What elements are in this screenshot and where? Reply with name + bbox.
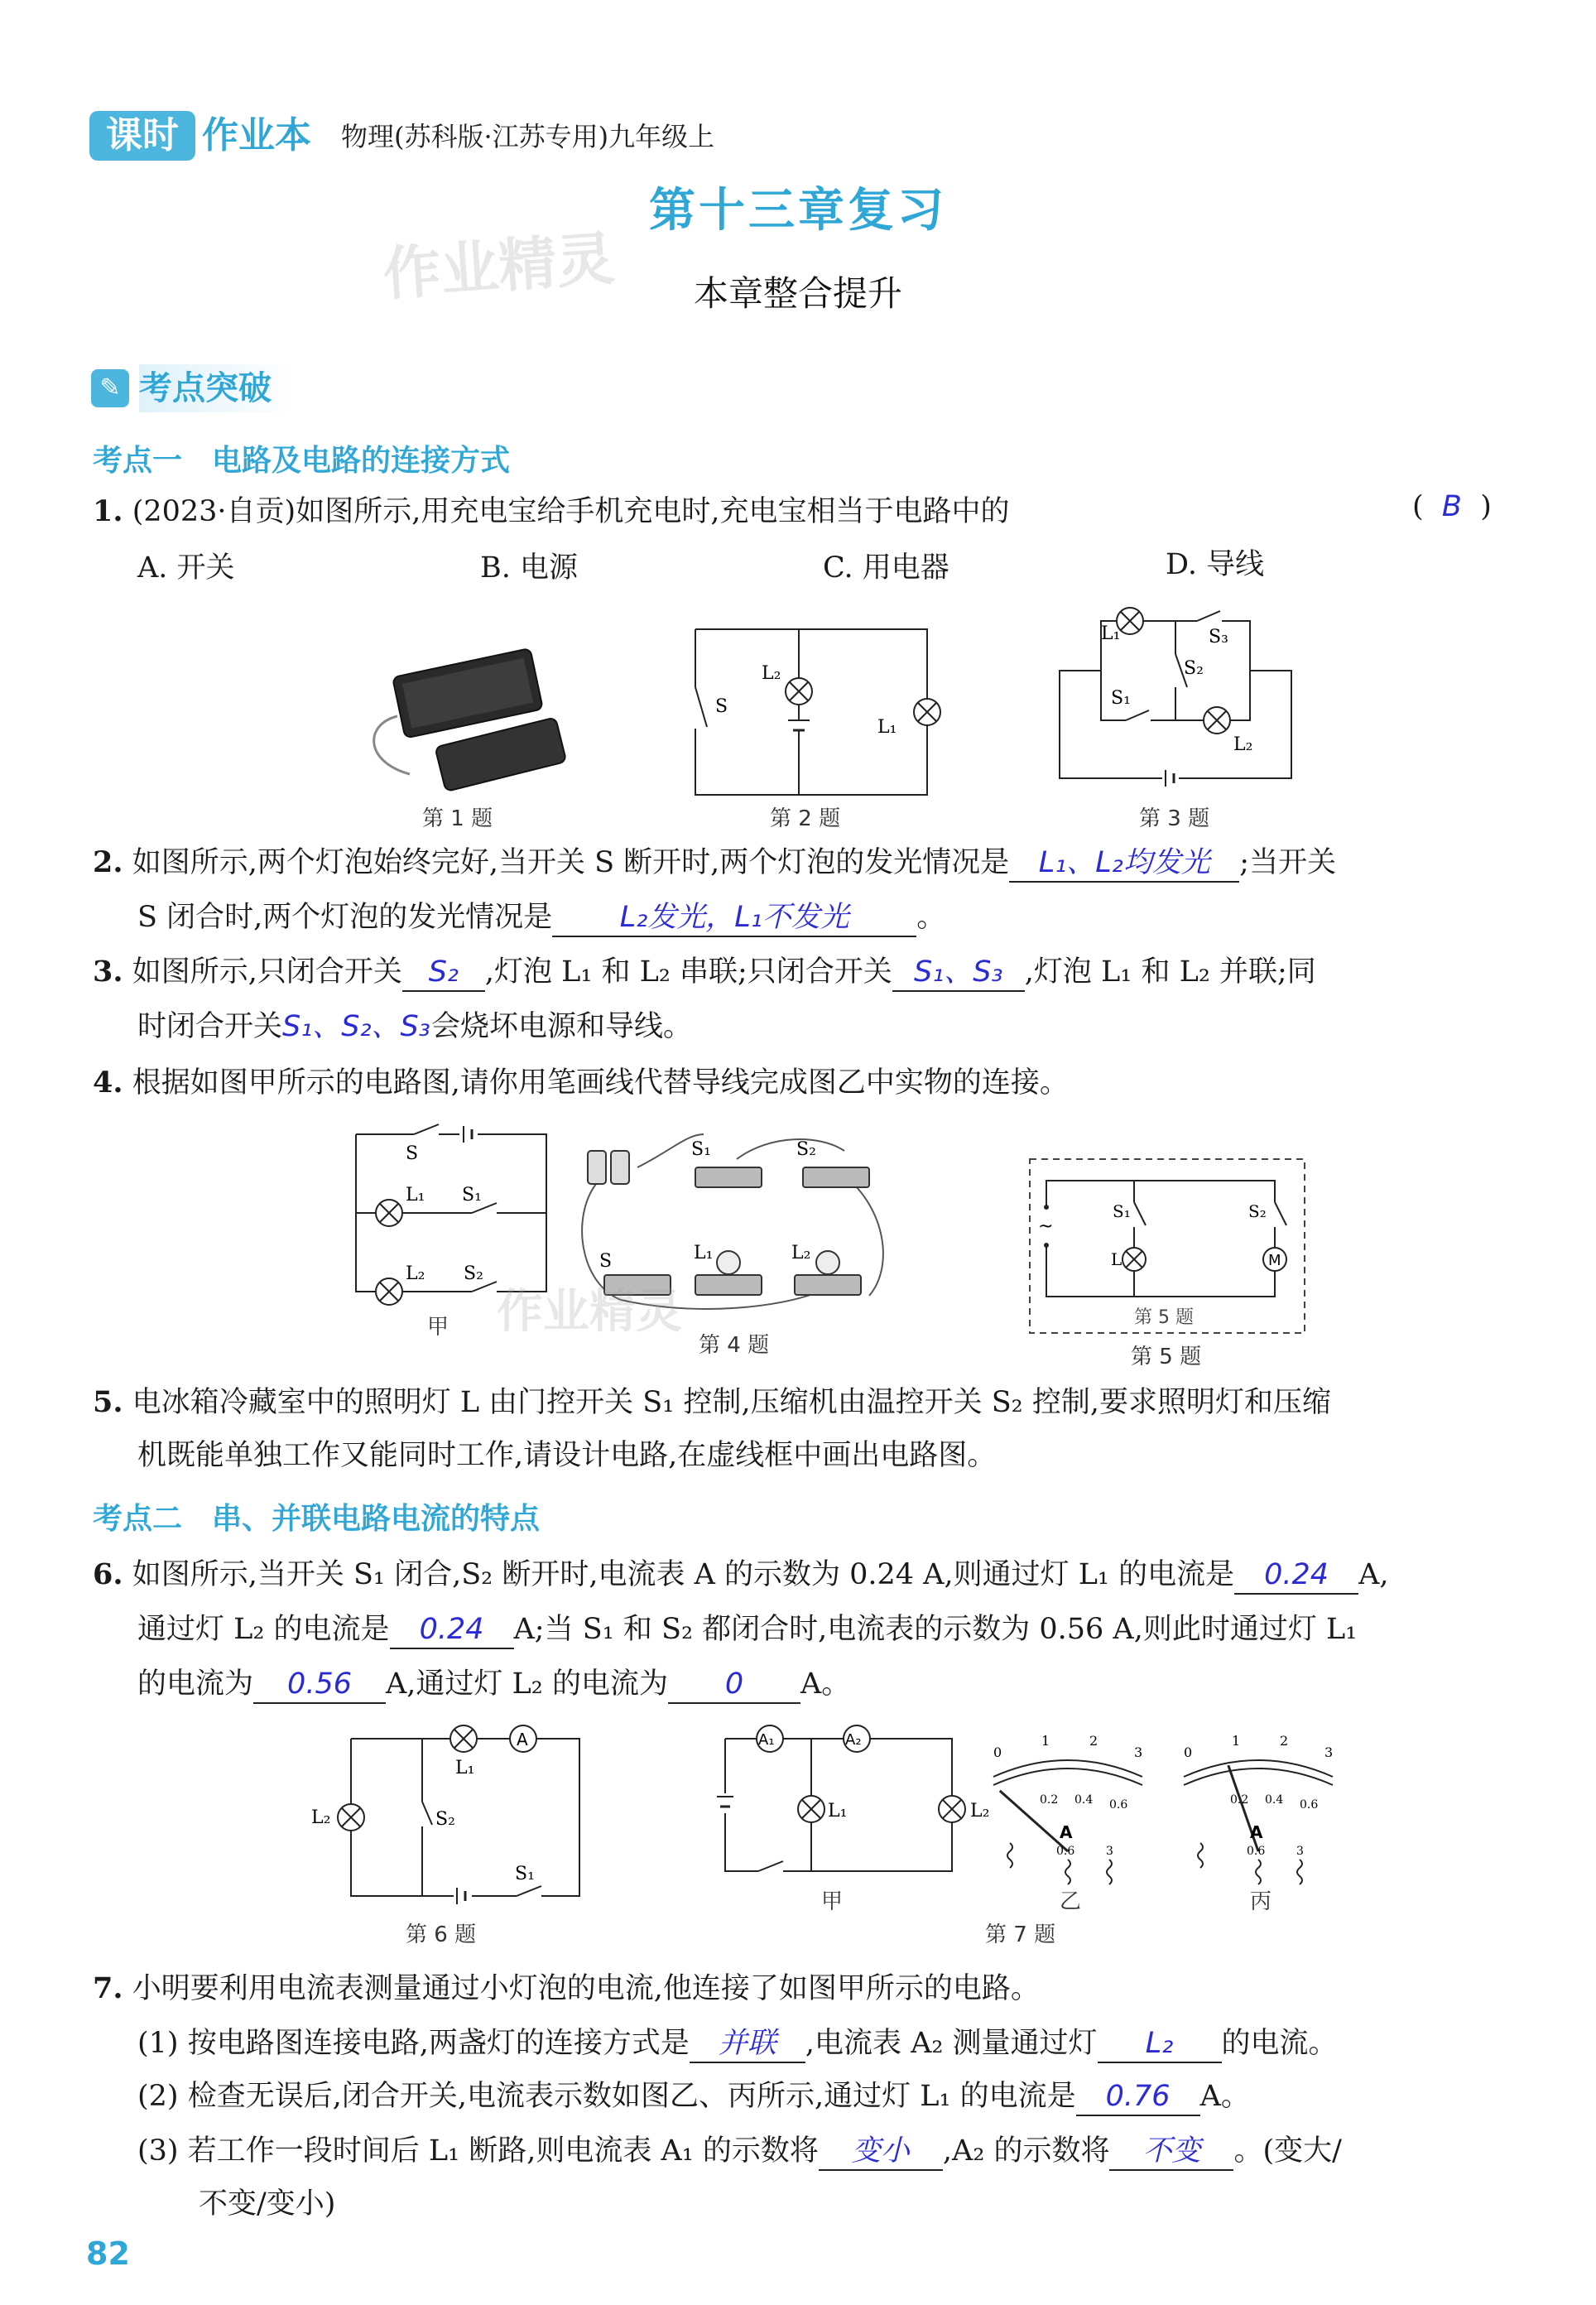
q7-part3-cont: 不变/变小): [199, 2187, 336, 2221]
label-s2: S₂: [1184, 658, 1204, 679]
q7-part1: (1) 按电路图连接电路,两盏灯的连接方式是 并联 ,电流表 A₂ 测量通过灯 L₂ 的电流。: [137, 2017, 1338, 2070]
terminal-3: 3: [1296, 1845, 1304, 1858]
label-tilde: ~: [1038, 1216, 1054, 1237]
label-l2: L₂: [1233, 734, 1253, 755]
tick-2: 2: [1089, 1733, 1098, 1749]
book-name: 作业本: [202, 114, 311, 156]
q3-answer-2: S₁、S₃: [892, 954, 1025, 992]
q7-answer-4: 变小: [819, 2133, 943, 2171]
circuit-figure-7-jia: [712, 1714, 990, 1896]
caption-5: 第 5 题: [1131, 1345, 1202, 1369]
q7-part3: (3) 若工作一段时间后 L₁ 断路,则电流表 A₁ 的示数将 变小 ,A₂ 的示数将 不变 。(变大/: [137, 2125, 1342, 2177]
tick-3: 3: [1134, 1744, 1143, 1760]
tick-1: 1: [1041, 1733, 1050, 1749]
sub-0-4: 0.4: [1265, 1793, 1284, 1807]
sub-0-6: 0.6: [1109, 1798, 1128, 1812]
q4: 4. 根据如图甲所示的电路图,请你用笔画线代替导线完成图乙中实物的连接。: [93, 1066, 1069, 1100]
circuit-figure-2: [679, 621, 944, 803]
label-s: S: [715, 696, 728, 717]
label-s2: S₂: [435, 1809, 455, 1830]
label-s: S: [406, 1143, 419, 1164]
q1-option-d: D. 导线: [1166, 548, 1265, 581]
label-l2: L₂: [791, 1243, 811, 1263]
label-l2: L₂: [406, 1263, 425, 1284]
circuit-figure-6: [306, 1722, 588, 1904]
label-s1: S₁: [691, 1139, 711, 1160]
caption-bing: 丙: [1250, 1889, 1272, 1914]
label-l: L: [1111, 1249, 1122, 1269]
caption-jia-7: 甲: [821, 1889, 844, 1914]
terminal-3: 3: [1106, 1845, 1113, 1858]
label-l1: L₁: [455, 1758, 475, 1778]
label-l1: L₁: [694, 1243, 714, 1263]
subtitle: 本章整合提升: [693, 273, 902, 314]
caption-2: 第 2 题: [770, 806, 841, 831]
caption-6: 第 6 题: [406, 1922, 477, 1947]
label-s1: S₁: [462, 1185, 482, 1205]
q3-line2: 时闭合开关S₁、S₂、S₃会烧坏电源和导线。: [137, 1010, 693, 1043]
label-s2: S₂: [796, 1139, 816, 1160]
logo-badge: 课时: [89, 111, 195, 161]
kd2-heading: 考点二 串、并联电路电流的特点: [93, 1502, 541, 1536]
tick-3: 3: [1324, 1744, 1334, 1760]
caption-yi: 乙: [1060, 1889, 1082, 1914]
label-l2: L₂: [311, 1807, 331, 1828]
q1: 1. (2023·自贡)如图所示,用充电宝给手机充电时,充电宝相当于电路中的: [93, 494, 1010, 528]
caption-jia: 甲: [427, 1315, 449, 1340]
q1-option-c: C. 用电器: [823, 551, 949, 585]
label-a2: A₂: [845, 1731, 862, 1749]
watermark-2: 作业精灵: [497, 1285, 682, 1339]
label-s1: S₁: [515, 1864, 535, 1884]
caption-1: 第 1 题: [422, 806, 493, 831]
terminal-06: 0.6: [1247, 1845, 1266, 1858]
q6-answer-2: 0.24: [390, 1611, 514, 1649]
label-l1: L₁: [877, 717, 897, 738]
tick-1: 1: [1232, 1733, 1241, 1749]
q5-line1: 5. 电冰箱冷藏室中的照明灯 L 由门控开关 S₁ 控制,压缩机由温控开关 S₂ 控制,要求照明灯和压缩: [93, 1385, 1331, 1419]
label-s: S: [599, 1251, 613, 1272]
label-s2: S₂: [1248, 1201, 1267, 1221]
q1-option-a: A. 开关: [137, 551, 235, 585]
q3-line1: 3. 如图所示,只闭合开关 S₂ ,灯泡 L₁ 和 L₂ 串联;只闭合开关 S₁、S₃ ,灯泡 L₁ 和 L₂ 并联;同: [93, 946, 1316, 999]
chapter-title: 第十三章复习: [649, 183, 947, 238]
label-s2: S₂: [464, 1263, 483, 1284]
q1-answer: ( B ): [1412, 490, 1492, 523]
label-l1: L₁: [1101, 623, 1121, 644]
caption-5-inner: 第 5 题: [1134, 1307, 1194, 1328]
q2-line1: 2. 如图所示,两个灯泡始终完好,当开关 S 断开时,两个灯泡的发光情况是 L₁、L₂均发光 ;当开关: [93, 836, 1336, 889]
label-a: A: [517, 1730, 528, 1749]
caption-3: 第 3 题: [1139, 806, 1210, 831]
circuit-figure-5: [1026, 1156, 1308, 1336]
q7-answer-1: 并联: [690, 2025, 805, 2063]
tick-2: 2: [1280, 1733, 1289, 1749]
sub-0-6: 0.6: [1300, 1798, 1319, 1812]
label-l1: L₁: [828, 1801, 848, 1821]
label-a: A: [1060, 1822, 1073, 1842]
q7-answer-2: L₂: [1098, 2025, 1222, 2063]
page-number: 82: [86, 2235, 130, 2272]
watermark: 作业精灵: [380, 224, 617, 309]
q6-answer-4: 0: [668, 1666, 800, 1704]
q6-answer-1: 0.24: [1234, 1557, 1358, 1595]
q6-line1: 6. 如图所示,当开关 S₁ 闭合,S₂ 断开时,电流表 A 的示数为 0.24 A,则通过灯 L₁ 的电流是 0.24 A,: [93, 1548, 1389, 1601]
sub-0-4: 0.4: [1074, 1793, 1094, 1807]
label-s1: S₁: [1113, 1201, 1131, 1221]
kd1-heading: 考点一 电路及电路的连接方式: [93, 444, 511, 478]
label-l2: L₂: [970, 1801, 990, 1821]
terminal-06: 0.6: [1056, 1845, 1075, 1858]
tick-0: 0: [1184, 1744, 1193, 1760]
sub-0-2: 0.2: [1040, 1793, 1059, 1807]
powerbank-figure: [348, 638, 579, 787]
ammeter-bing: [1167, 1727, 1349, 1893]
label-s3: S₃: [1209, 627, 1228, 647]
q6-line2: 通过灯 L₂ 的电流是 0.24 A;当 S₁ 和 S₂ 都闭合时,电流表的示数为 0.56 A,则此时通过灯 L₁: [137, 1603, 1357, 1656]
label-s1: S₁: [1111, 688, 1131, 709]
caption-7: 第 7 题: [985, 1922, 1056, 1947]
q5-line2: 机既能单独工作又能同时工作,请设计电路,在虚线框中画出电路图。: [137, 1439, 997, 1472]
label-m: M: [1268, 1252, 1281, 1269]
sub-0-2: 0.2: [1230, 1793, 1249, 1807]
label-l2: L₂: [762, 663, 781, 684]
q7-answer-5: 不变: [1109, 2133, 1233, 2171]
section-title: 考点突破: [139, 364, 296, 412]
circuit-figure-3: [1051, 604, 1300, 795]
q1-option-b: B. 电源: [480, 551, 578, 585]
q6-answer-3: 0.56: [253, 1666, 386, 1704]
label-l1: L₁: [406, 1185, 425, 1205]
q7-stem: 7. 小明要利用电流表测量通过小灯泡的电流,他连接了如图甲所示的电路。: [93, 1971, 1040, 2005]
q2-line2: S 闭合时,两个灯泡的发光情况是 L₂发光，L₁不发光 。: [137, 891, 945, 944]
q7-part2: (2) 检查无误后,闭合开关,电流表示数如图乙、丙所示,通过灯 L₁ 的电流是 0.76 A。: [137, 2070, 1250, 2123]
caption-4: 第 4 题: [699, 1333, 770, 1358]
ammeter-yi: [977, 1727, 1159, 1893]
tick-0: 0: [993, 1744, 1002, 1760]
q7-answer-3: 0.76: [1076, 2078, 1200, 2116]
q2-answer-1: L₁、L₂均发光: [1009, 845, 1239, 883]
q2-answer-2: L₂发光，L₁不发光: [552, 899, 916, 937]
q6-line3: 的电流为 0.56 A,通过灯 L₂ 的电流为 0 A。: [137, 1658, 850, 1711]
q3-answer-3: S₁、S₂、S₃: [282, 1010, 430, 1043]
label-a: A: [1250, 1822, 1263, 1842]
subject-info: 物理(苏科版·江苏专用)九年级上: [341, 121, 715, 152]
q3-answer-1: S₂: [402, 954, 485, 992]
pencil-icon: ✎: [91, 369, 129, 407]
label-a1: A₁: [758, 1731, 775, 1749]
